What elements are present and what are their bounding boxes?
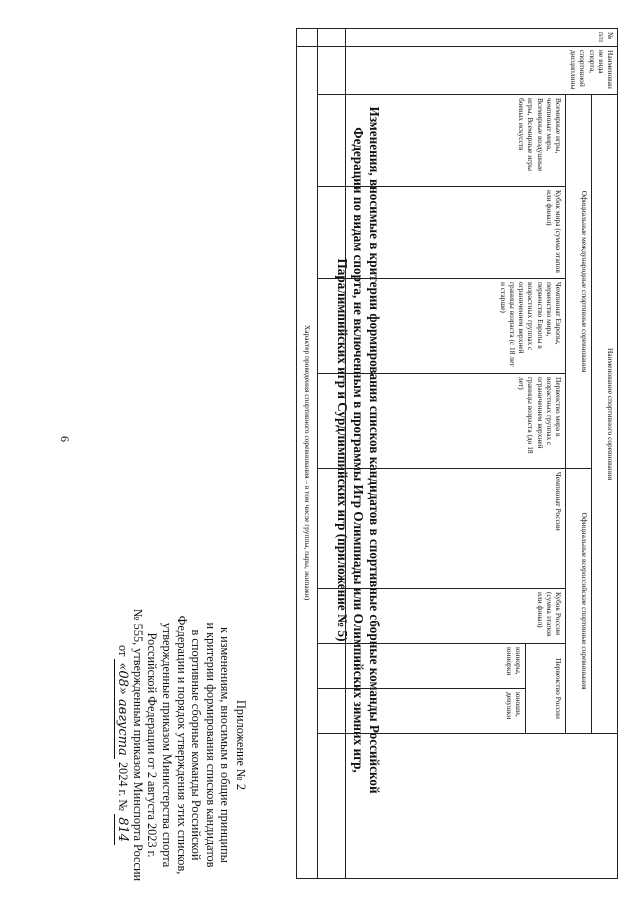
date-prefix: от	[116, 644, 131, 657]
russia-first-header: Первенство России	[526, 644, 566, 734]
handwritten-date: «08» августа	[114, 659, 130, 758]
cell-empty	[318, 29, 346, 47]
page-number: 6	[58, 436, 72, 442]
cell-empty	[318, 734, 346, 879]
natl-col-russia-championship: Чемпионат России	[346, 469, 566, 589]
cell-empty	[318, 689, 346, 734]
natl-col-russia-cup: Кубок России (сумма этапов или финал)	[346, 589, 566, 644]
competition-header: Наименование спортивного соревнования	[592, 95, 618, 734]
appendix-line: и критерии формирования списков кандидатов	[203, 622, 218, 868]
russia-youth: юноши, девушки	[346, 689, 526, 734]
intl-col-world-youth: Первенство мира в возрастных группах с ограничением верхней границы возраста (до 18 лет)	[346, 374, 566, 469]
cell-empty	[318, 469, 346, 589]
cell-empty	[318, 95, 346, 187]
cell-empty	[297, 29, 318, 47]
criteria-table	[296, 28, 618, 879]
appendix-line: Российской Федерации от 2 августа 2023 г.	[145, 632, 160, 858]
russia-juniors: юниоры, юниорки	[346, 644, 526, 689]
title-line: Федерации по видам спорта, не включенным в программы Игр Олимпиады или Олимпийских зимних игр,	[351, 127, 367, 773]
appendix-heading: Приложение № 2	[234, 699, 248, 791]
col-sport-header: Наименование вида спорта, спортивной дисциплины	[346, 47, 618, 95]
title-line: Паралимпийских игр и Сурдлимпийских игр (приложение № 5)	[335, 258, 351, 642]
intl-col-world-cup: Кубок мира (сумма этапов или финал)	[346, 187, 566, 279]
title-line: Изменения, вносимые в критерии формирования списков кандидатов в спортивные сборные команды Российской	[367, 106, 382, 794]
cell-empty	[318, 374, 346, 469]
handwritten-number: 814	[114, 814, 130, 845]
intl-col-europe-championship: Чемпионат Европы, первенство мира, первенство Европы в возрастных группах с ограничением верхней границы возраста (с 18 лет и старше)	[346, 279, 566, 374]
col-num-header: № п/п	[346, 29, 618, 47]
date-suffix: 2024 г. №	[116, 761, 131, 812]
appendix-line: к изменениям, вносимым в общие принципы	[218, 627, 233, 863]
international-header: Официальные международные спортивные соревнования	[566, 95, 592, 469]
appendix-block	[115, 595, 248, 895]
appendix-line: № 555, утвержденным приказом Минспорта России	[130, 608, 145, 882]
cell-empty	[318, 187, 346, 279]
national-header: Официальные всероссийские спортивные соревнования	[566, 469, 592, 734]
appendix-date-line	[115, 595, 131, 895]
cell-empty	[318, 589, 346, 644]
intl-col-world-games: Всемирные игры, чемпионат мира, Всемирные воздушные игры, Всемирные игры боевых искусств	[346, 95, 566, 187]
cell-empty	[318, 47, 346, 95]
appendix-line: в спортивные сборные команды Российской	[189, 629, 204, 861]
bottom-row: Характер проведения спортивного соревнования – в том числе группы, пары, экипажи)	[297, 47, 318, 879]
appendix-line: утвержденные приказом Министерства спорта	[160, 622, 175, 868]
appendix-line: Федерации и порядок утверждения этих списков,	[174, 615, 189, 875]
cell-empty	[318, 279, 346, 374]
cell-empty	[318, 644, 346, 689]
blank-column	[346, 734, 618, 879]
